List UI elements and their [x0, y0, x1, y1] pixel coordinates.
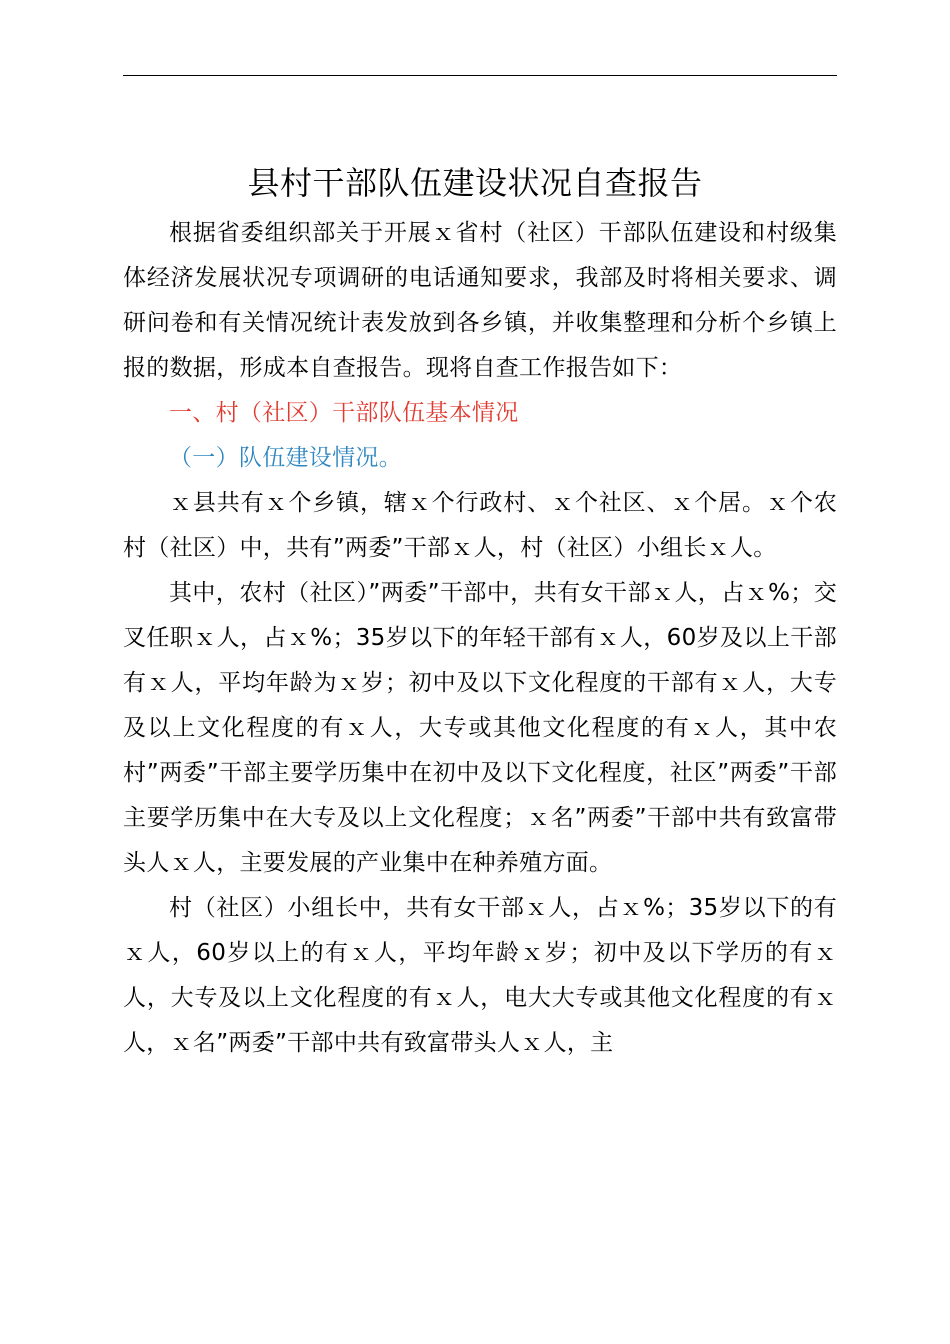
document-body: [123, 211, 837, 1066]
body-paragraph: 其中，农村（社区）”两委”干部中，共有女干部ｘ人，占ｘ%；交叉任职ｘ人，占ｘ%；35岁以下的年轻干部有ｘ人，60岁及以上干部有ｘ人，平均年龄为ｘ岁；初中及以下文化程度的干部有ｘ人，大专及以上文化程度的有ｘ人，大专或其他文化程度的有ｘ人，其中农村”两委”干部主要学历集中在初中及以下文化程度，社区”两委”干部主要学历集中在大专及以上文化程度；ｘ名”两委”干部中共有致富带头人ｘ人，主要发展的产业集中在种养殖方面。: [123, 580, 837, 876]
body-paragraph: ｘ县共有ｘ个乡镇，辖ｘ个行政村、ｘ个社区、ｘ个居。ｘ个农村（社区）中，共有”两委”干部ｘ人，村（社区）小组长ｘ人。: [123, 490, 837, 561]
section-heading: 一、村（社区）干部队伍基本情况: [169, 400, 519, 426]
sub-heading: （一）队伍建设情况。: [169, 445, 402, 471]
body-paragraph: 村（社区）小组长中，共有女干部ｘ人，占ｘ%；35岁以下的有ｘ人，60岁以上的有ｘ人，平均年龄ｘ岁；初中及以下学历的有ｘ人，大专及以上文化程度的有ｘ人，电大大专或其他文化程度的有ｘ人，ｘ名”两委”干部中共有致富带头人ｘ人，主: [123, 895, 837, 1056]
header-rule: [123, 75, 837, 76]
document-title: 县村干部队伍建设状况自查报告: [247, 164, 703, 203]
intro-paragraph: 根据省委组织部关于开展ｘ省村（社区）干部队伍建设和村级集体经济发展状况专项调研的电话通知要求，我部及时将相关要求、调研问卷和有关情况统计表发放到各乡镇，并收集整理和分析个乡镇上报的数据，形成本自查报告。现将自查工作报告如下：: [123, 220, 837, 381]
